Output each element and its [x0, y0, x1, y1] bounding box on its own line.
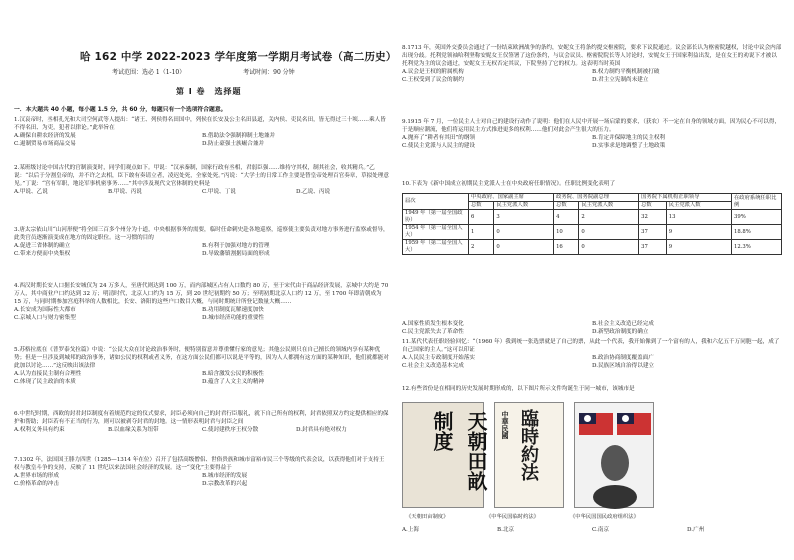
option[interactable]: A.抛弃了“耕者有其田”的纲领	[402, 135, 476, 142]
question-4	[14, 282, 390, 322]
option[interactable]: B.城市经济的发展	[202, 473, 248, 480]
option[interactable]: A.上海	[402, 527, 420, 533]
table-cell: 2	[469, 240, 494, 255]
table-cell: 0	[579, 225, 639, 240]
option[interactable]: A.长安成为国际性大都市	[14, 307, 76, 314]
question-stem: 6.中世纪时期，西欧的封君封臣制度有着规范约定的仪式要求，封臣必须向自己的封君行臣服礼，就下自己所有的权利，封君依照双方约定提供相应的保护和帮助；封臣若有不正当的行为，则可以被剥夺封君的封地。这一情形表明封君与封臣之间	[14, 411, 389, 426]
exam-time: 考试时间：90 分钟	[243, 69, 295, 76]
option[interactable]: C.甲说、丁说	[202, 189, 236, 196]
question-10	[402, 180, 782, 188]
option[interactable]: B.权力制约平衡机制被打破	[592, 69, 660, 76]
row-label: 1949 年（第一届全国政协）	[403, 210, 469, 225]
table-subheader: 民主党派人数	[666, 202, 731, 210]
option[interactable]: A.世界市场的形成	[14, 473, 59, 480]
question-12-options	[402, 526, 782, 534]
option[interactable]: D.广州	[687, 527, 705, 533]
table-row	[403, 225, 782, 240]
option[interactable]: C.遏制贸易市场商品交易	[14, 141, 76, 148]
question-stem: 4.西汉时期长安人口据长安城仅为 24 万多人，至唐代则达到 100 万，而内部城区占有人口数约 80 万，至于宋代由于商品经济发展，京城中大约是 70 万人，其中商业户口约达到 32 万；明清时代，北京人口约为 15 万，到 20 世纪初期约 50 万；至明初期北京人口约 12 万，至 1700 年即清朝成为 15 万，与同时期参加宫庭科举的人数相比，长安、洛阳的这些户口数目大概，与同时期统计所登记数量大概……	[14, 283, 389, 306]
official-table	[402, 193, 782, 255]
option[interactable]: C.体现了民主政治的本质	[14, 379, 76, 386]
figure-tianchao	[402, 402, 488, 508]
table-cell: 18.8%	[732, 225, 782, 240]
option[interactable]: B.政治协商制度覆盖面广	[592, 355, 654, 362]
question-stem: 9.1915 年 7 月，一位民主人士对自己的建设行动作了说明：他们在人民中开展一场启蒙的要求，（获农）不一定在自身的领域方面，因为民心不可以得，于是顺应潮流，他们将运用民主方式推进更多的权利……他们对此会产生很大的压力。	[402, 119, 781, 134]
figure-guomin-zhengfu	[574, 402, 654, 508]
row-label: 1954 年（第一届全国人大）	[403, 225, 469, 240]
table-cell: 39%	[732, 210, 782, 225]
option[interactable]: B.以血缘关系为纽带	[108, 427, 159, 434]
option[interactable]: B.社会主义改造已经完成	[592, 321, 654, 327]
table-cell: 10	[554, 225, 579, 240]
table-cell: 16	[554, 240, 579, 255]
option[interactable]: D.蕴含了人文主义的精神	[202, 379, 265, 386]
table-group-header: 政务院、国务院副总理	[554, 194, 639, 202]
table-cell: 9	[666, 225, 731, 240]
table-cell: 37	[639, 240, 667, 255]
table-subheader: 民主党派人数	[494, 202, 554, 210]
option[interactable]: C.使封建秩序王权分散	[202, 427, 259, 434]
option[interactable]: D.新型政治制度的确立	[592, 329, 649, 336]
option[interactable]: B.甲说、丙说	[108, 189, 142, 196]
figure-caption: 《天朝田亩制度》	[406, 514, 449, 520]
figure-subtitle: 中華民國	[501, 411, 510, 439]
question-stem: 5.苏格拉底在《普罗泰戈拉篇》中说：“公民大众在讨论政治事务时，便特别留意并尊重懂行家的意见；其他公民则只在自己擅长的领域内享有某种优势；但是一旦涉及到城邦的政治事务，诸如公民的权利或者义务，在这方面公民们都可以说是平等的，因为人人都拥有这方面的某种知识，他们就都能对此加以讨论……”这反映出该法律	[14, 347, 389, 370]
table-subheader: 总数	[639, 202, 667, 210]
option[interactable]: D.导致藩镇割据局面的形成	[202, 251, 270, 258]
question-2	[14, 164, 390, 196]
option[interactable]: B.有利于加强对地方的管理	[202, 243, 270, 250]
table-cell: 12.3%	[732, 240, 782, 255]
document-figures	[402, 402, 782, 520]
section-instruction: 一．本大题共 40 小题，每小题 1.5 分，共 60 分，每题只有一个选项符合题意。	[14, 107, 227, 113]
table-group-header: 在政府系统任职比例	[732, 194, 782, 210]
option[interactable]: C.王权受到了议会的制约	[402, 77, 464, 84]
question-1	[14, 116, 390, 148]
option[interactable]: C.价格革命的冲击	[14, 481, 60, 488]
table-cell: 3	[494, 210, 554, 225]
option[interactable]: B.功用制度瓦解速度加快	[202, 307, 264, 314]
option[interactable]: A.国家性质发生根本变化	[402, 321, 464, 327]
option[interactable]: D.乙说、丙说	[296, 189, 331, 196]
option[interactable]: A.议会是王权的附属机构	[402, 69, 464, 76]
table-cell: 37	[639, 225, 667, 240]
question-stem: 8.1713 年，英国外交委员会通过了一份结束欧洲战争的条约，安妮女王将条约提交枢密院，要求下议院通过。议会部长认为枢密院越权，讨论中议会内部出现分歧。托利党领袖哈利坚称安妮女王仅签署了这份条约，与议会议员、枢密院院长等人讨论时，安妮女王于国家利益出发，是在女王的劝说下才被以托利党为主的议会通过，安妮女王无权否定其议，下院坚持了它的权力。这表明当时英国	[402, 45, 782, 68]
table-cell: 6	[469, 210, 494, 225]
option[interactable]: A.确保自耕农经济的发展	[14, 133, 76, 140]
flag-portrait-icon	[575, 403, 655, 509]
figure-linshi-yuefa	[494, 402, 564, 508]
table-cell: 4	[554, 210, 579, 225]
option[interactable]: D.城市经济功能的重要性	[202, 315, 265, 322]
option[interactable]: A.甲说、乙说	[14, 189, 48, 196]
question-stem: 3.唐太宗依山川“山河形便”将全国三百多个州分为十道，中央根据事务的需要，临时任命刺史赴各地巡察，巡察使主要负责对地方事务进行监察或督导，此类官员逐渐演变成在地方的固定职位。这一习惯的目的	[14, 227, 389, 242]
table-subheader: 总数	[554, 202, 579, 210]
option[interactable]: A.权利义务具有约束	[14, 427, 65, 434]
option[interactable]: B.北京	[497, 527, 515, 533]
question-8	[402, 44, 782, 84]
option[interactable]: A.认为直接民主制有合理性	[14, 371, 82, 378]
option[interactable]: B.肯定并保障地主的民主权利	[592, 135, 666, 142]
exam-title: 哈 162 中学 2022-2023 学年度第一学期月考试卷（高二历史）	[80, 51, 397, 63]
table-group-header: 中央政府、国家副主席	[469, 194, 554, 202]
option[interactable]: D.封君具有绝对权力	[296, 427, 347, 434]
question-stem: 7.1302 年，法国国王腓力四世（1285—1314 年在位）召开了包括高级僧侣、世俗贵族和城市富裕市民三个等级的代表会议，以获得他们对于支持王权与教皇斗争的支持，反映了 11 世纪以来法国社会经济的发展。这一“变化”主要得益于	[14, 457, 385, 472]
table-cell: 13	[666, 210, 731, 225]
option[interactable]: D.民族区域自治得以建立	[592, 363, 655, 370]
table-corner: 届次	[403, 194, 469, 210]
figure-caption: 《中华民国国民政府组织法》	[570, 514, 639, 520]
table-subheader: 总数	[469, 202, 494, 210]
exam-scope: 考试范围：选必 1（1-10）	[112, 69, 186, 76]
question-9	[402, 118, 782, 150]
table-row	[403, 240, 782, 255]
question-stem: 10.下表为《新中国成立初期民主党派人士在中央政府任职情况》。任职比例变化表明了	[402, 181, 616, 187]
figure-title: 臨時約法	[518, 409, 539, 481]
section-title: 第 I 卷 选择题	[176, 87, 242, 96]
table-group-header: 国务院下属机构正职领导	[639, 194, 732, 202]
question-stem: 2.某班级讨论中国古代的官制演变时，同学们观点如下。甲说：“汉承秦制，国家行政有丞相，君弱臣强……维持守其权，制其社会，收其精兵。”乙说：“以后于分割皇帝的，并不许之去相，臣下敢有奏请立者，凌迟处死，全家处死。”丙说：“大学士的日常工作主要是替皇帝处理百官奏章，草拟处理意见。”丁说：“宫有军职，地论军事机密事务……”其中涉及现代文官体制的史料是	[14, 165, 389, 188]
table-cell: 0	[494, 240, 554, 255]
question-stem: 11.某代代表任职经验回忆：“（1960 年）我到统一张选票就是了自己的票，从此一个代表，我开始像到了一个富有的人，我和六亿五千万同胞一起，成了自己国家的主人。”这可以印证	[402, 339, 780, 354]
question-3	[14, 226, 390, 258]
question-stem: 1.汉哀帝时，丞相孔光和大司空何武等人提出：“诸王、列侯得名田国中，列侯在长安及公主名田县道，关内侯、吏民名田，皆无得过三十顷……乘人皆不得名田、为吏，犯者以律论。”此举旨在	[14, 117, 386, 132]
option[interactable]: C.京城人口与财力密集型	[14, 315, 76, 322]
option[interactable]: D.实事求是地调整了土地政策	[592, 143, 666, 150]
table-cell: 9	[666, 240, 731, 255]
table-subheader: 民主党派人数	[579, 202, 639, 210]
question-11	[402, 338, 782, 370]
option[interactable]: D.君主立宪制尚未建立	[592, 77, 649, 84]
question-6	[14, 410, 390, 434]
table-cell: 32	[639, 210, 667, 225]
table-cell: 0	[579, 240, 639, 255]
option[interactable]: A.促进三省体制的确立	[14, 243, 71, 250]
option[interactable]: C.南京	[592, 527, 610, 533]
question-12	[402, 385, 782, 393]
question-10-options	[402, 320, 782, 336]
question-5	[14, 346, 390, 386]
table-cell: 1	[469, 225, 494, 240]
option[interactable]: C.民主党派失去了革命性	[402, 329, 464, 336]
option[interactable]: A.人民民主专政制度开始落实	[402, 355, 475, 362]
option[interactable]: C.带来方便而中央集权	[14, 251, 71, 258]
option[interactable]: C.使民主党派与人民主的建设	[402, 143, 475, 150]
table-row	[403, 210, 782, 225]
question-7	[14, 456, 390, 488]
exam-info	[112, 67, 351, 76]
option[interactable]: D.防止豪强士族崛合兼并	[202, 141, 265, 148]
question-stem: 12.有些省份是在相同的历史发展时期形成的，以下图片所示文件均诞生于同一城市，该城市是	[402, 386, 635, 392]
option[interactable]: B.暗含激发公民的积极性	[202, 371, 264, 378]
figure-title: 天朝田畝制度	[430, 411, 488, 491]
table-cell: 0	[494, 225, 554, 240]
option[interactable]: D.宗教改革的兴起	[202, 481, 248, 488]
option[interactable]: C.社会主义改造基本完成	[402, 363, 464, 370]
option[interactable]: B.借助法令强制抑制土地兼并	[202, 133, 276, 140]
table-cell: 2	[579, 210, 639, 225]
figure-caption: 《中华民国临时约法》	[486, 514, 539, 520]
row-label: 1959 年（第二届全国人大）	[403, 240, 469, 255]
